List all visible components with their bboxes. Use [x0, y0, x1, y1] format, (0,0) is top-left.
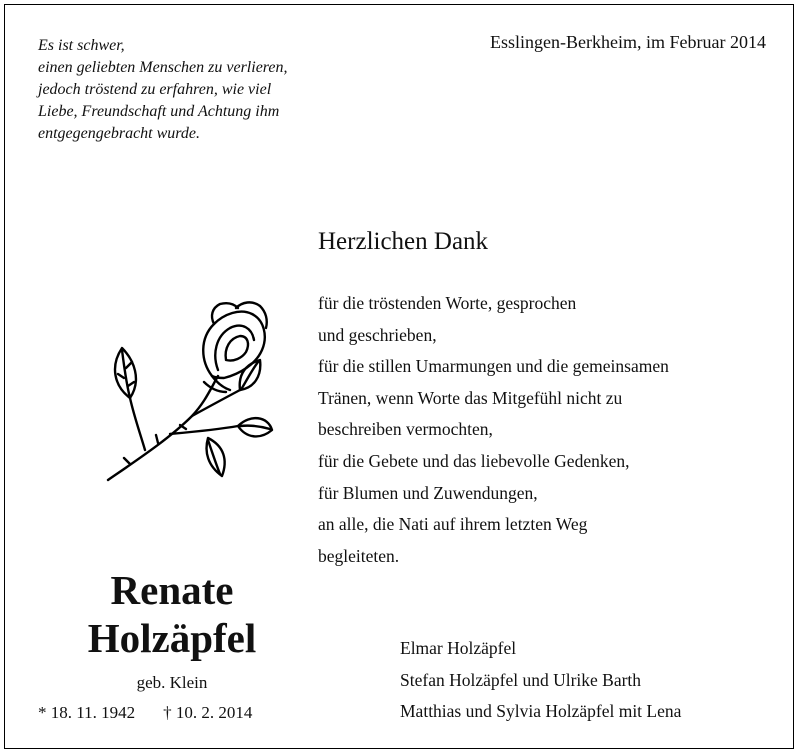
quote-line: entgegengebracht wurde. [38, 125, 201, 142]
birth-date: * 18. 11. 1942 [38, 703, 136, 722]
thanks-line: Tränen, wenn Worte das Mitgefühl nicht zu [318, 387, 623, 408]
thanks-line: beschreiben vermochten, [318, 419, 493, 440]
deceased-first-name: Renate [110, 567, 234, 613]
quote-line: jedoch tröstend zu erfahren, wie viel [38, 81, 272, 98]
thanks-line: für die tröstenden Worte, gesprochen [318, 293, 577, 313]
thanks-line: für die Gebete und das liebevolle Gedenken, [318, 450, 630, 471]
mourners-list [400, 633, 681, 728]
mourner-name: Matthias und Sylvia Holzäpfel mit Lena [400, 701, 682, 721]
maiden-name: geb. Klein [136, 673, 208, 692]
thanks-line: für Blumen und Zuwendungen, [318, 482, 538, 503]
death-date: † 10. 2. 2014 [163, 703, 253, 722]
place-date: Esslingen-Berkheim, im Februar 2014 [490, 32, 766, 52]
thanks-line: an alle, die Nati auf ihrem letzten Weg [318, 514, 588, 535]
thanks-line: begleiteten. [318, 545, 400, 566]
quote-line: Es ist schwer, [38, 37, 125, 54]
quote-line: einen geliebten Menschen zu verlieren, [38, 59, 288, 76]
mourner-name: Elmar Holzäpfel [400, 638, 517, 658]
thanks-heading: Herzlichen Dank [318, 228, 489, 255]
thanks-line: und geschrieben, [318, 324, 437, 345]
thanks-text [318, 288, 778, 572]
rose-icon [100, 298, 275, 493]
quote-line: Liebe, Freundschaft und Achtung ihm [38, 103, 280, 120]
life-dates [38, 703, 318, 723]
mourner-name: Stefan Holzäpfel und Ulrike Barth [400, 669, 642, 690]
quote-block [38, 35, 368, 145]
thanks-line: für die stillen Umarmungen und die gemeinsamen [318, 356, 669, 377]
deceased-last-name: Holzäpfel [87, 615, 257, 661]
